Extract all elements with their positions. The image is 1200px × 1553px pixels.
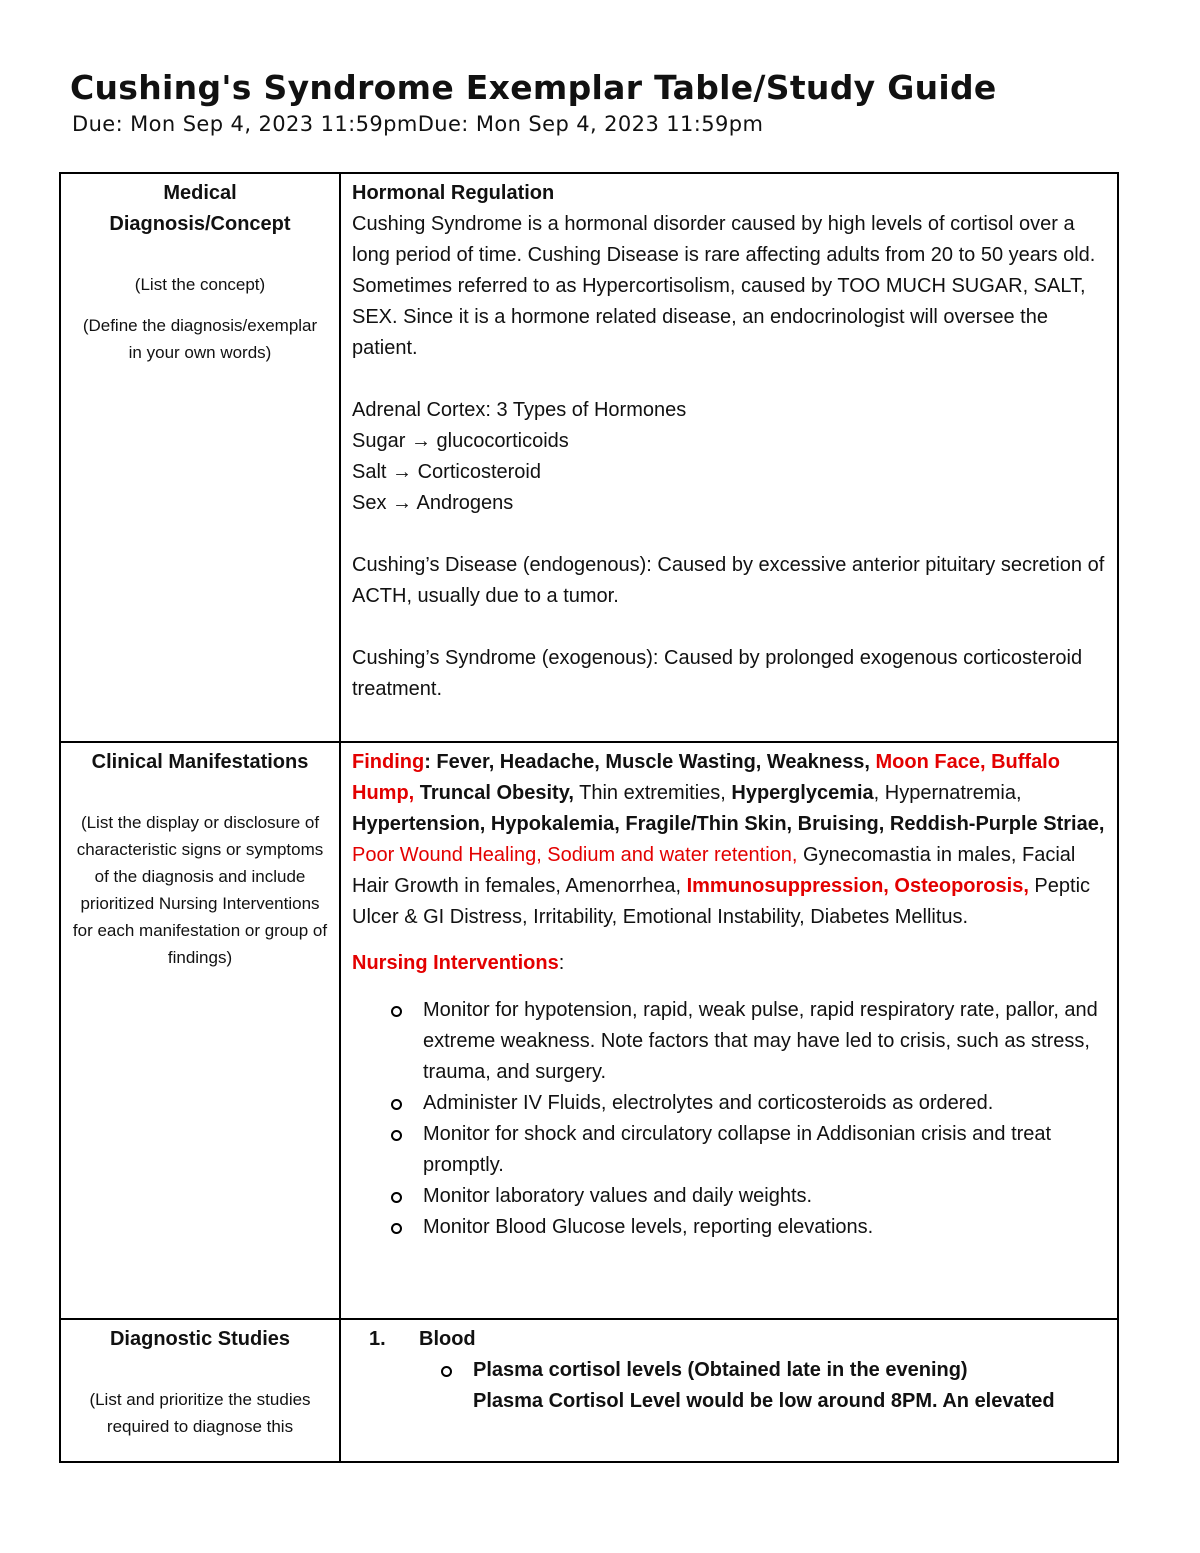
list-item: Monitor Blood Glucose levels, reporting elevations. [352, 1212, 1107, 1243]
exemplar-table [59, 172, 1119, 1463]
arrow-icon: → [410, 430, 431, 452]
table-row-manifestations [60, 742, 1118, 1319]
disease-definition: Cushing’s Disease (endogenous): Caused by excessive anterior pituitary secretion of ACTH, usually due to a tumor. [352, 554, 1105, 607]
concept-label-line2: Diagnosis/Concept [109, 213, 291, 235]
circle-bullet-icon [391, 1192, 402, 1203]
finding-text: Peptic Ulcer & GI Distress, Irritability, Emotional Instability, Diabetes Mellitus. [352, 875, 1091, 928]
finding-label: Finding [352, 751, 425, 773]
concept-paragraph: Cushing Syndrome is a hormonal disorder caused by high levels of cortisol over a long period of time. Cushing Disease is rare affecting adults from 20 to 50 years old. Sometimes referred to as Hypercortisolism, caused by TOO MUCH SUGAR, SALT, SEX. Since it is a hormone related disease, an endocrinologist will oversee the patient. [352, 213, 1096, 359]
table-row-diagnostics [60, 1319, 1118, 1462]
findings-paragraph: Finding: Fever, Headache, Muscle Wasting, Weakness, Moon Face, Buffalo Hump, Truncal Obesity, Thin extremities, Hyperglycemia, Hypernatremia, Hypertension, Hypokalemia, Fragile/Thin Skin, Bruising, Reddish-Purple Striae, Poor Wound Healing, Sodium and water retention, Gynecomastia in males, Facial Hair Growth in females, Amenorrhea, Immunosuppression, Osteoporosis, Peptic Ulcer & GI Distress, Irritability, Emotional Instability, Diabetes Mellitus. [352, 751, 1105, 928]
circle-bullet-icon [391, 1006, 402, 1017]
concept-instruction-1: (List the concept) [134, 275, 266, 294]
concept-heading: Hormonal Regulation [352, 182, 555, 204]
finding-text: Moon Face, Buffalo Hump, [352, 751, 1060, 804]
hormone-line: Sugar → glucocorticoids [352, 430, 569, 452]
arrow-icon: → [392, 461, 413, 483]
list-item: Monitor laboratory values and daily weights. [352, 1181, 1107, 1212]
interventions-heading: Nursing Interventions: [352, 952, 565, 974]
circle-bullet-icon [441, 1366, 452, 1377]
concept-label-line1: Medical [163, 182, 237, 204]
concept-label-cell [60, 173, 340, 742]
hormone-line: Salt → Corticosteroid [352, 461, 541, 483]
hormone-line: Sex → Androgens [352, 492, 514, 514]
list-item: Monitor for hypotension, rapid, weak pulse, rapid respiratory rate, pallor, and extreme weakness. Note factors that may have led to crisis, such as stress, trauma, and surgery. [352, 995, 1107, 1088]
diagnostics-label-cell [60, 1319, 340, 1462]
circle-bullet-icon [391, 1099, 402, 1110]
adrenal-heading: Adrenal Cortex: 3 Types of Hormones [352, 399, 687, 421]
diagnostics-content-cell [340, 1319, 1118, 1462]
finding-text: Fever, Headache, Muscle Wasting, Weakness, [430, 751, 876, 773]
finding-text: Thin extremities, [573, 782, 732, 804]
list-item: 1. Blood Plasma cortisol levels (Obtained late in the evening) Plasma Cortisol Level would be low around 8PM. An elevated [352, 1324, 1107, 1417]
due-date: Due: Mon Sep 4, 2023 11:59pmDue: Mon Sep 4, 2023 11:59pm [72, 112, 764, 136]
manifestations-instruction: (List the display or disclosure of characteristic signs or symptoms of the diagnosis and include prioritized Nursing Interventions for each manifestation or group of findings) [72, 813, 328, 967]
list-item: Monitor for shock and circulatory collapse in Addisonian crisis and treat promptly. [352, 1119, 1107, 1181]
interventions-label: Nursing Interventions [352, 952, 559, 974]
arrow-icon: → [392, 492, 413, 514]
list-item: Plasma cortisol levels (Obtained late in the evening) Plasma Cortisol Level would be low around 8PM. An elevated [352, 1355, 1107, 1417]
finding-text: Gynecomastia in males, Facial Hair Growth in females, Amenorrhea, [352, 844, 1076, 897]
concept-content-cell [340, 173, 1118, 742]
finding-text: Hyperglycemia [731, 782, 874, 804]
circle-bullet-icon [391, 1223, 402, 1234]
diagnostics-list [352, 1324, 1107, 1417]
list-item: Administer IV Fluids, electrolytes and corticosteroids as ordered. [352, 1088, 1107, 1119]
manifestations-label: Clinical Manifestations [91, 751, 309, 773]
interventions-list [352, 995, 1107, 1243]
manifestations-content-cell [340, 742, 1118, 1319]
finding-text: , Hypernatremia, [873, 782, 1022, 804]
concept-instruction-2: (Define the diagnosis/exemplar in your own words) [82, 316, 318, 362]
finding-text: Truncal Obesity, [414, 782, 574, 804]
table-row-concept [60, 173, 1118, 742]
diagnostics-instruction: (List and prioritize the studies required to diagnose this [89, 1390, 311, 1436]
page-title: Cushing's Syndrome Exemplar Table/Study Guide [70, 68, 997, 107]
finding-text: Hypertension, Hypokalemia, Fragile/Thin Skin, Bruising, Reddish-Purple Striae, [352, 813, 1105, 835]
blood-sub-list [352, 1355, 1107, 1417]
manifestations-label-cell [60, 742, 340, 1319]
circle-bullet-icon [391, 1130, 402, 1141]
finding-text: Poor Wound Healing, Sodium and water retention, [352, 844, 798, 866]
finding-text: Immunosuppression, Osteoporosis, [686, 875, 1029, 897]
syndrome-definition: Cushing’s Syndrome (exogenous): Caused by prolonged exogenous corticosteroid treatment. [352, 647, 1083, 700]
diagnostics-label: Diagnostic Studies [109, 1328, 291, 1350]
